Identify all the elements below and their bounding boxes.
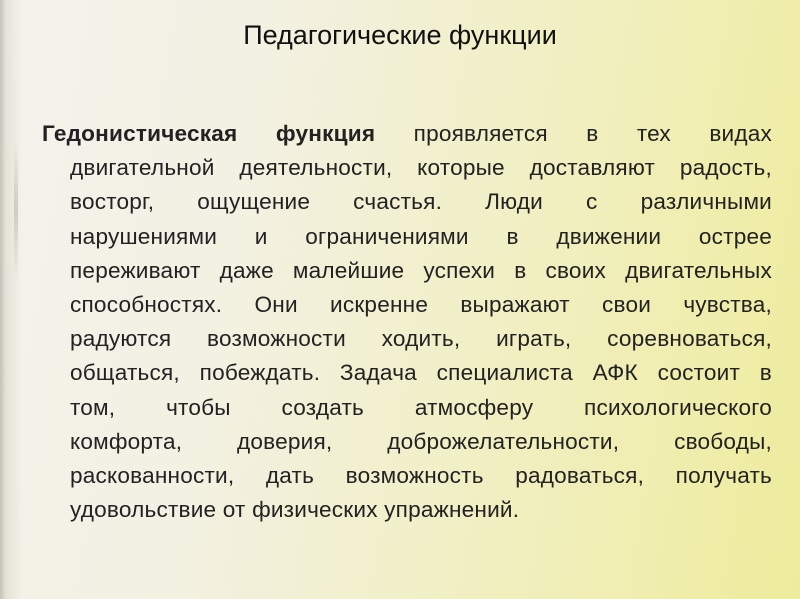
paragraph-line: способностях. Они искренне выражают свои чувства,: [70, 292, 772, 318]
paragraph-line: нарушениями и ограничениями в движении острее: [70, 223, 772, 249]
paragraph-line: радуются возможности ходить, играть, соревноваться,: [70, 326, 772, 352]
paragraph-line: восторг, ощущение счастья. Люди с различными: [70, 189, 772, 215]
paragraph-line: двигательной деятельности, которые доставляют радость,: [70, 155, 772, 181]
paragraph-line: переживают даже малейшие успехи в своих двигательных: [70, 257, 772, 283]
paragraph-line: комфорта, доверия, доброжелательности, свободы,: [70, 428, 772, 454]
lead-term: Гедонистическая функция: [42, 121, 376, 146]
slide-body-paragraph: [42, 117, 772, 527]
paragraph-line-text: проявляется в тех видах: [375, 121, 772, 146]
paragraph-line: раскованности, дать возможность радоваться, получать: [70, 463, 772, 489]
slide-title: Педагогические функции: [243, 20, 557, 50]
paragraph-line: [42, 117, 772, 151]
paragraph-line: удовольствие от физических упражнений.: [70, 497, 520, 523]
paragraph-line: том, чтобы создать атмосферу психологического: [70, 394, 772, 420]
paragraph-line: общаться, побеждать. Задача специалиста АФК состоит в: [70, 360, 772, 386]
slide-edge-shadow: [0, 0, 40, 599]
